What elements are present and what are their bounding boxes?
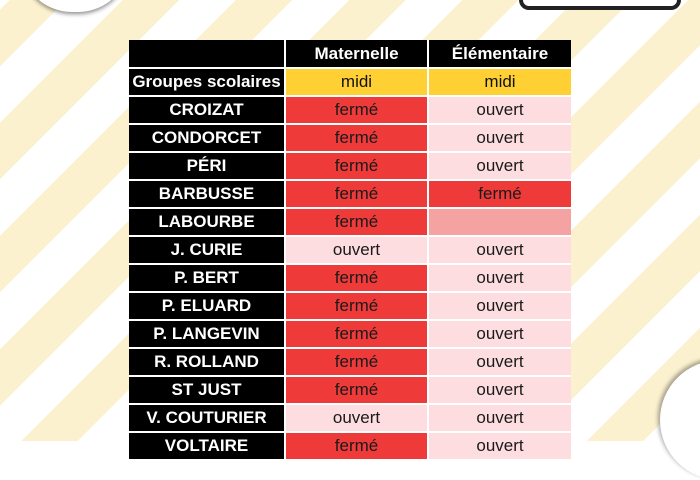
elementaire-status: ouvert bbox=[427, 237, 571, 263]
maternelle-status: ouvert bbox=[284, 405, 427, 431]
school-name: R. ROLLAND bbox=[129, 349, 284, 375]
service-maternelle: midi bbox=[284, 69, 427, 95]
table-row bbox=[129, 151, 571, 179]
elementaire-status bbox=[427, 209, 571, 235]
school-name: CROIZAT bbox=[129, 97, 284, 123]
school-name: PÉRI bbox=[129, 153, 284, 179]
table-row bbox=[129, 403, 571, 431]
decorative-tab bbox=[519, 0, 681, 10]
table-row bbox=[129, 431, 571, 459]
elementaire-status: ouvert bbox=[427, 349, 571, 375]
elementaire-status: ouvert bbox=[427, 97, 571, 123]
school-name: ST JUST bbox=[129, 377, 284, 403]
school-name: P. LANGEVIN bbox=[129, 321, 284, 347]
table-row bbox=[129, 347, 571, 375]
groupes-scolaires-label: Groupes scolaires bbox=[129, 69, 284, 95]
table-row bbox=[129, 375, 571, 403]
header-maternelle: Maternelle bbox=[284, 40, 427, 67]
maternelle-status: fermé bbox=[284, 349, 427, 375]
school-name: J. CURIE bbox=[129, 237, 284, 263]
header-elementaire: Élémentaire bbox=[427, 40, 571, 67]
maternelle-status: fermé bbox=[284, 265, 427, 291]
school-canteen-table bbox=[129, 40, 571, 459]
school-name: BARBUSSE bbox=[129, 181, 284, 207]
table-row bbox=[129, 235, 571, 263]
school-name: LABOURBE bbox=[129, 209, 284, 235]
maternelle-status: fermé bbox=[284, 293, 427, 319]
maternelle-status: fermé bbox=[284, 181, 427, 207]
elementaire-status: ouvert bbox=[427, 293, 571, 319]
elementaire-status: ouvert bbox=[427, 321, 571, 347]
school-rows bbox=[129, 95, 571, 459]
header-row bbox=[129, 40, 571, 67]
maternelle-status: fermé bbox=[284, 377, 427, 403]
elementaire-status: ouvert bbox=[427, 125, 571, 151]
table-row bbox=[129, 179, 571, 207]
maternelle-status: fermé bbox=[284, 433, 427, 459]
elementaire-status: ouvert bbox=[427, 405, 571, 431]
elementaire-status: ouvert bbox=[427, 265, 571, 291]
table-row bbox=[129, 95, 571, 123]
maternelle-status: fermé bbox=[284, 321, 427, 347]
maternelle-status: fermé bbox=[284, 97, 427, 123]
school-name: CONDORCET bbox=[129, 125, 284, 151]
elementaire-status: fermé bbox=[427, 181, 571, 207]
table-row bbox=[129, 319, 571, 347]
maternelle-status: fermé bbox=[284, 125, 427, 151]
table-row bbox=[129, 291, 571, 319]
elementaire-status: ouvert bbox=[427, 433, 571, 459]
elementaire-status: ouvert bbox=[427, 153, 571, 179]
elementaire-status: ouvert bbox=[427, 377, 571, 403]
service-elementaire: midi bbox=[427, 69, 571, 95]
table-row bbox=[129, 123, 571, 151]
maternelle-status: ouvert bbox=[284, 237, 427, 263]
school-name: VOLTAIRE bbox=[129, 433, 284, 459]
table-row bbox=[129, 263, 571, 291]
table-row bbox=[129, 207, 571, 235]
school-name: P. ELUARD bbox=[129, 293, 284, 319]
school-name: P. BERT bbox=[129, 265, 284, 291]
header-corner bbox=[129, 40, 284, 67]
maternelle-status: fermé bbox=[284, 153, 427, 179]
service-row bbox=[129, 67, 571, 95]
school-name: V. COUTURIER bbox=[129, 405, 284, 431]
maternelle-status: fermé bbox=[284, 209, 427, 235]
